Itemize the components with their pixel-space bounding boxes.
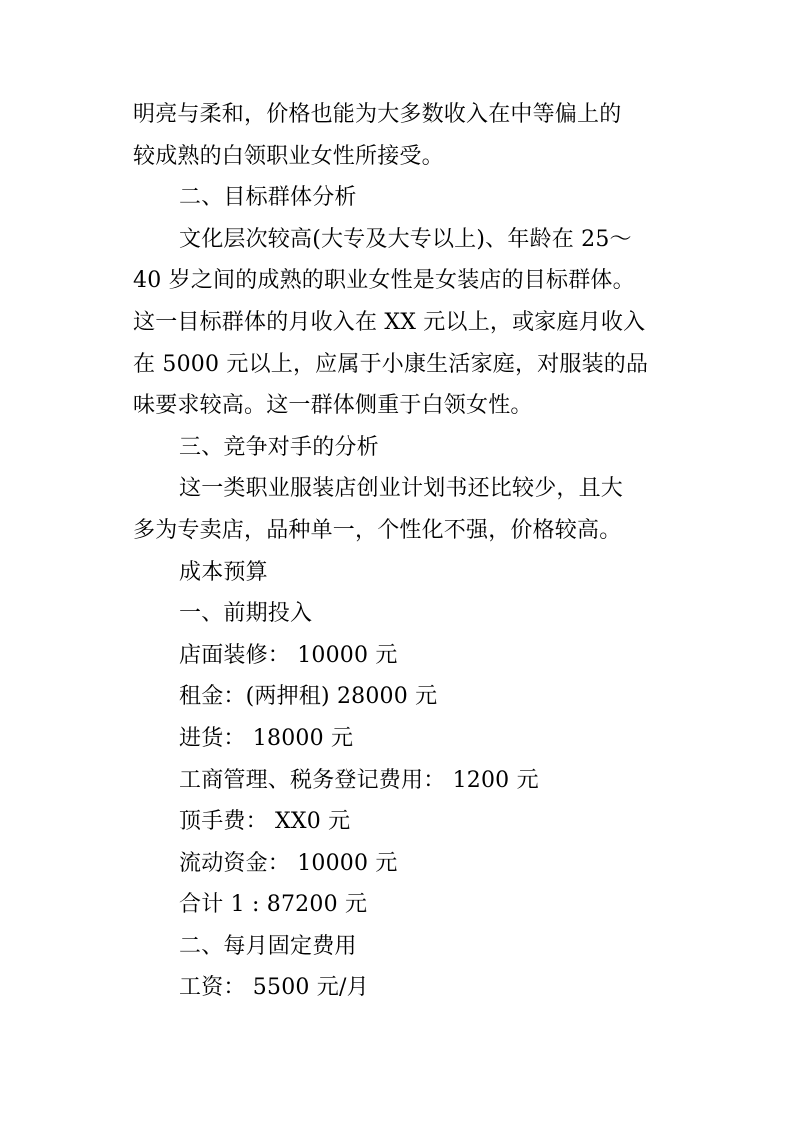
paragraph-line: 明亮与柔和，价格也能为大多数收入在中等偏上的 [133,102,622,127]
document-body [133,94,693,1009]
budget-item: 工资： 5500 元/月 [179,975,369,1001]
budget-item: 店面装修： 10000 元 [179,642,398,668]
paragraph-line: 多为专卖店，品种单一，个性化不强，价格较高。 [133,517,622,543]
budget-item: 顶手费： XX0 元 [179,809,351,835]
section-heading: 成本预算 [179,559,268,585]
section-heading: 二、目标群体分析 [179,185,357,211]
budget-total: 合计 1 : 87200 元 [179,892,368,918]
paragraph-line: 40 岁之间的成熟的职业女性是女装店的目标群体。 [133,268,635,294]
paragraph-line: 文化层次较高(大专及大专以上)、年龄在 25～ [179,226,632,252]
subsection-heading: 一、前期投入 [179,601,313,627]
section-heading: 三、竞争对手的分析 [179,434,379,460]
budget-item: 工商管理、税务登记费用： 1200 元 [179,767,539,793]
paragraph-line: 在 5000 元以上，应属于小康生活家庭，对服装的品 [133,351,649,377]
paragraph-line: 这一类职业服装店创业计划书还比较少，且大 [179,476,624,502]
paragraph-line: 这一目标群体的月收入在 XX 元以上，或家庭月收入 [133,309,646,335]
subsection-heading: 二、每月固定费用 [179,933,357,959]
paragraph-line: 较成熟的白领职业女性所接受。 [133,143,444,169]
budget-item: 租金：(两押租) 28000 元 [179,684,438,710]
budget-item: 流动资金： 10000 元 [179,850,398,876]
paragraph-line: 味要求较高。这一群体侧重于白领女性。 [133,393,533,419]
budget-item: 进货： 18000 元 [179,725,354,751]
